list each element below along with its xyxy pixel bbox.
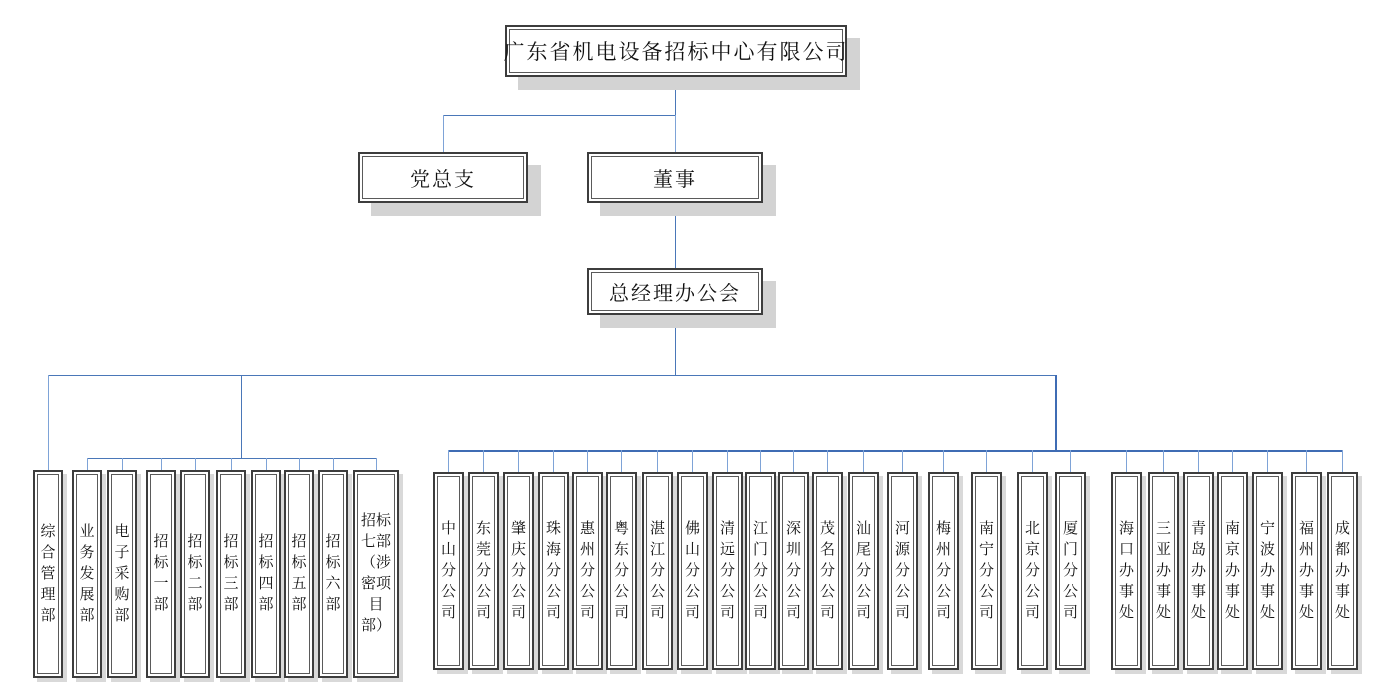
org-box-frame [322, 474, 344, 674]
org-box-branch-company [887, 472, 918, 670]
org-box-department [216, 470, 246, 678]
org-box-frame [542, 476, 565, 666]
org-box-department [33, 470, 63, 678]
org-box-branch-company [812, 472, 843, 670]
org-box-label: 肇庆分公司 [510, 520, 526, 621]
org-box-frame [503, 29, 849, 73]
org-box-label: 江门分公司 [752, 520, 768, 621]
org-box-branch-company [433, 472, 464, 670]
connector-vline [902, 450, 903, 472]
connector-vline [1126, 450, 1127, 472]
connector-vline [863, 450, 864, 472]
org-box-label: 湛江分公司 [649, 520, 665, 621]
org-box-branch-company [677, 472, 708, 670]
org-box-frame [220, 474, 242, 674]
org-box-office [1183, 472, 1214, 670]
connector-vline [1232, 450, 1233, 472]
connector-vline [1032, 450, 1033, 472]
org-box-frame [76, 474, 98, 674]
org-box-frame [37, 474, 59, 674]
org-box-frame [891, 476, 914, 666]
org-box-label: 海口办事处 [1118, 520, 1134, 621]
connector-vline [299, 458, 300, 470]
org-box-department [318, 470, 348, 678]
org-box-label: 招标六部 [325, 534, 341, 613]
org-box-label: 南京办事处 [1224, 520, 1240, 621]
connector-vline [657, 450, 658, 472]
connector-vline [1342, 450, 1343, 472]
org-box-frame [681, 476, 704, 666]
org-box-department [146, 470, 176, 678]
connector-vline [1055, 375, 1057, 450]
org-box-frame [1187, 476, 1210, 666]
org-box-frame [716, 476, 739, 666]
org-box-frame [610, 476, 633, 666]
connector-vline [587, 450, 588, 472]
connector-vline [943, 450, 944, 472]
org-box-department [353, 470, 399, 678]
org-box-frame [646, 476, 669, 666]
org-box-frame [591, 272, 759, 311]
org-box-label: 招标五部 [291, 534, 307, 613]
org-box-office [1217, 472, 1248, 670]
org-box-label: 招标三部 [223, 534, 239, 613]
connector-vline [727, 450, 728, 472]
connector-vline [1163, 450, 1164, 472]
org-box-frame [362, 156, 524, 199]
org-box-frame [507, 476, 530, 666]
connector-vline [760, 450, 761, 472]
org-box-frame [1221, 476, 1244, 666]
org-box-frame [437, 476, 460, 666]
org-box-label: 河源分公司 [894, 520, 910, 621]
org-box-frame [816, 476, 839, 666]
connector-vline [553, 450, 554, 472]
connector-vline [518, 450, 519, 472]
org-box-label: 中山分公司 [440, 520, 456, 621]
connector-vline [376, 458, 377, 470]
connector-vline [675, 115, 676, 152]
connector-vline [675, 77, 676, 115]
org-box-label: 深圳分公司 [785, 520, 801, 621]
org-box-frame [975, 476, 998, 666]
org-box-label: 业务发展部 [79, 523, 95, 624]
org-box-label: 南宁分公司 [978, 520, 994, 621]
org-box-office [1111, 472, 1142, 670]
connector-vline [195, 458, 196, 470]
connector-vline [122, 458, 123, 470]
org-box-department [251, 470, 281, 678]
org-box-frame [150, 474, 172, 674]
org-box-label: 北京分公司 [1024, 520, 1040, 621]
connector-vline [1306, 450, 1307, 472]
org-box-label: 招标一部 [153, 534, 169, 613]
org-box-office [1291, 472, 1322, 670]
org-box-department [284, 470, 314, 678]
org-box-root [505, 25, 847, 77]
connector-hline [443, 115, 675, 116]
org-box-department [180, 470, 210, 678]
connector-vline [87, 458, 88, 470]
org-box-branch-company [1017, 472, 1048, 670]
connector-vline [621, 450, 622, 472]
org-box-frame [111, 474, 133, 674]
connector-vline [241, 375, 242, 458]
org-box-frame [1295, 476, 1318, 666]
connector-vline [827, 450, 828, 472]
org-box-label: 董事 [653, 169, 697, 191]
org-box-label: 厦门分公司 [1062, 520, 1078, 621]
org-box-branch-company [778, 472, 809, 670]
connector-vline [793, 450, 794, 472]
org-box-label: 福州办事处 [1298, 520, 1314, 621]
org-box-label: 汕尾分公司 [855, 520, 871, 621]
org-box-frame [591, 156, 759, 199]
org-box-frame [932, 476, 955, 666]
org-box-department [107, 470, 137, 678]
org-box-label: 佛山分公司 [684, 520, 700, 621]
org-box-label: 电子采购部 [114, 523, 130, 624]
org-box-frame [576, 476, 599, 666]
org-box-label: 成都办事处 [1334, 520, 1350, 621]
org-box-label: 招标四部 [258, 534, 274, 613]
connector-vline [231, 458, 232, 470]
connector-vline [692, 450, 693, 472]
org-box-branch-company [848, 472, 879, 670]
connector-vline [675, 315, 676, 375]
connector-hline [448, 450, 1342, 452]
connector-vline [1070, 450, 1071, 472]
connector-vline [333, 458, 334, 470]
org-box-label: 广东省机电设备招标中心有限公司 [503, 40, 849, 64]
org-box-branch-company [712, 472, 743, 670]
org-box-frame [184, 474, 206, 674]
org-box-label: 东莞分公司 [475, 520, 491, 621]
org-box-frame [472, 476, 495, 666]
connector-vline [483, 450, 484, 472]
org-box-frame [1059, 476, 1082, 666]
org-box-office [1148, 472, 1179, 670]
connector-vline [1267, 450, 1268, 472]
org-box-office [1252, 472, 1283, 670]
org-box-label: 招标二部 [187, 534, 203, 613]
org-box-frame [1152, 476, 1175, 666]
org-box-frame [749, 476, 772, 666]
org-box-label: 茂名分公司 [819, 520, 835, 621]
org-box-branch-company [642, 472, 673, 670]
org-box-office [1327, 472, 1358, 670]
org-box-branch-company [971, 472, 1002, 670]
org-box-party-branch [358, 152, 528, 203]
org-box-label: 三亚办事处 [1155, 520, 1171, 621]
org-box-board [587, 152, 763, 203]
connector-vline [443, 115, 444, 152]
org-box-label: 宁波办事处 [1259, 520, 1275, 621]
connector-hline [48, 375, 1055, 376]
connector-vline [1198, 450, 1199, 472]
org-box-branch-company [572, 472, 603, 670]
org-box-branch-company [606, 472, 637, 670]
org-box-frame [288, 474, 310, 674]
org-box-branch-company [745, 472, 776, 670]
org-box-label: 清远分公司 [719, 520, 735, 621]
org-box-frame [1256, 476, 1279, 666]
org-box-department [72, 470, 102, 678]
connector-vline [48, 375, 49, 470]
org-box-frame [255, 474, 277, 674]
org-box-frame [1021, 476, 1044, 666]
org-box-label: 总经理办公会 [609, 283, 741, 305]
org-box-label: 青岛办事处 [1190, 520, 1206, 621]
org-box-branch-company [1055, 472, 1086, 670]
org-box-label: 惠州分公司 [579, 520, 595, 621]
org-box-branch-company [538, 472, 569, 670]
org-box-frame [852, 476, 875, 666]
connector-vline [448, 450, 449, 472]
org-box-frame [782, 476, 805, 666]
org-box-label: 珠海分公司 [545, 520, 561, 621]
connector-vline [161, 458, 162, 470]
org-box-label: 梅州分公司 [935, 520, 951, 621]
org-box-label: 粤东分公司 [613, 520, 629, 621]
connector-vline [675, 202, 676, 268]
org-box-branch-company [503, 472, 534, 670]
org-box-gm-office [587, 268, 763, 315]
connector-vline [986, 450, 987, 472]
org-box-label: 综合管理部 [40, 523, 56, 624]
org-box-frame [1331, 476, 1354, 666]
org-box-frame [357, 474, 395, 674]
org-box-label: 招标七部（涉密项目部） [360, 513, 391, 634]
org-box-branch-company [468, 472, 499, 670]
connector-vline [266, 458, 267, 470]
org-box-frame [1115, 476, 1138, 666]
org-box-branch-company [928, 472, 959, 670]
org-box-label: 党总支 [410, 169, 476, 191]
